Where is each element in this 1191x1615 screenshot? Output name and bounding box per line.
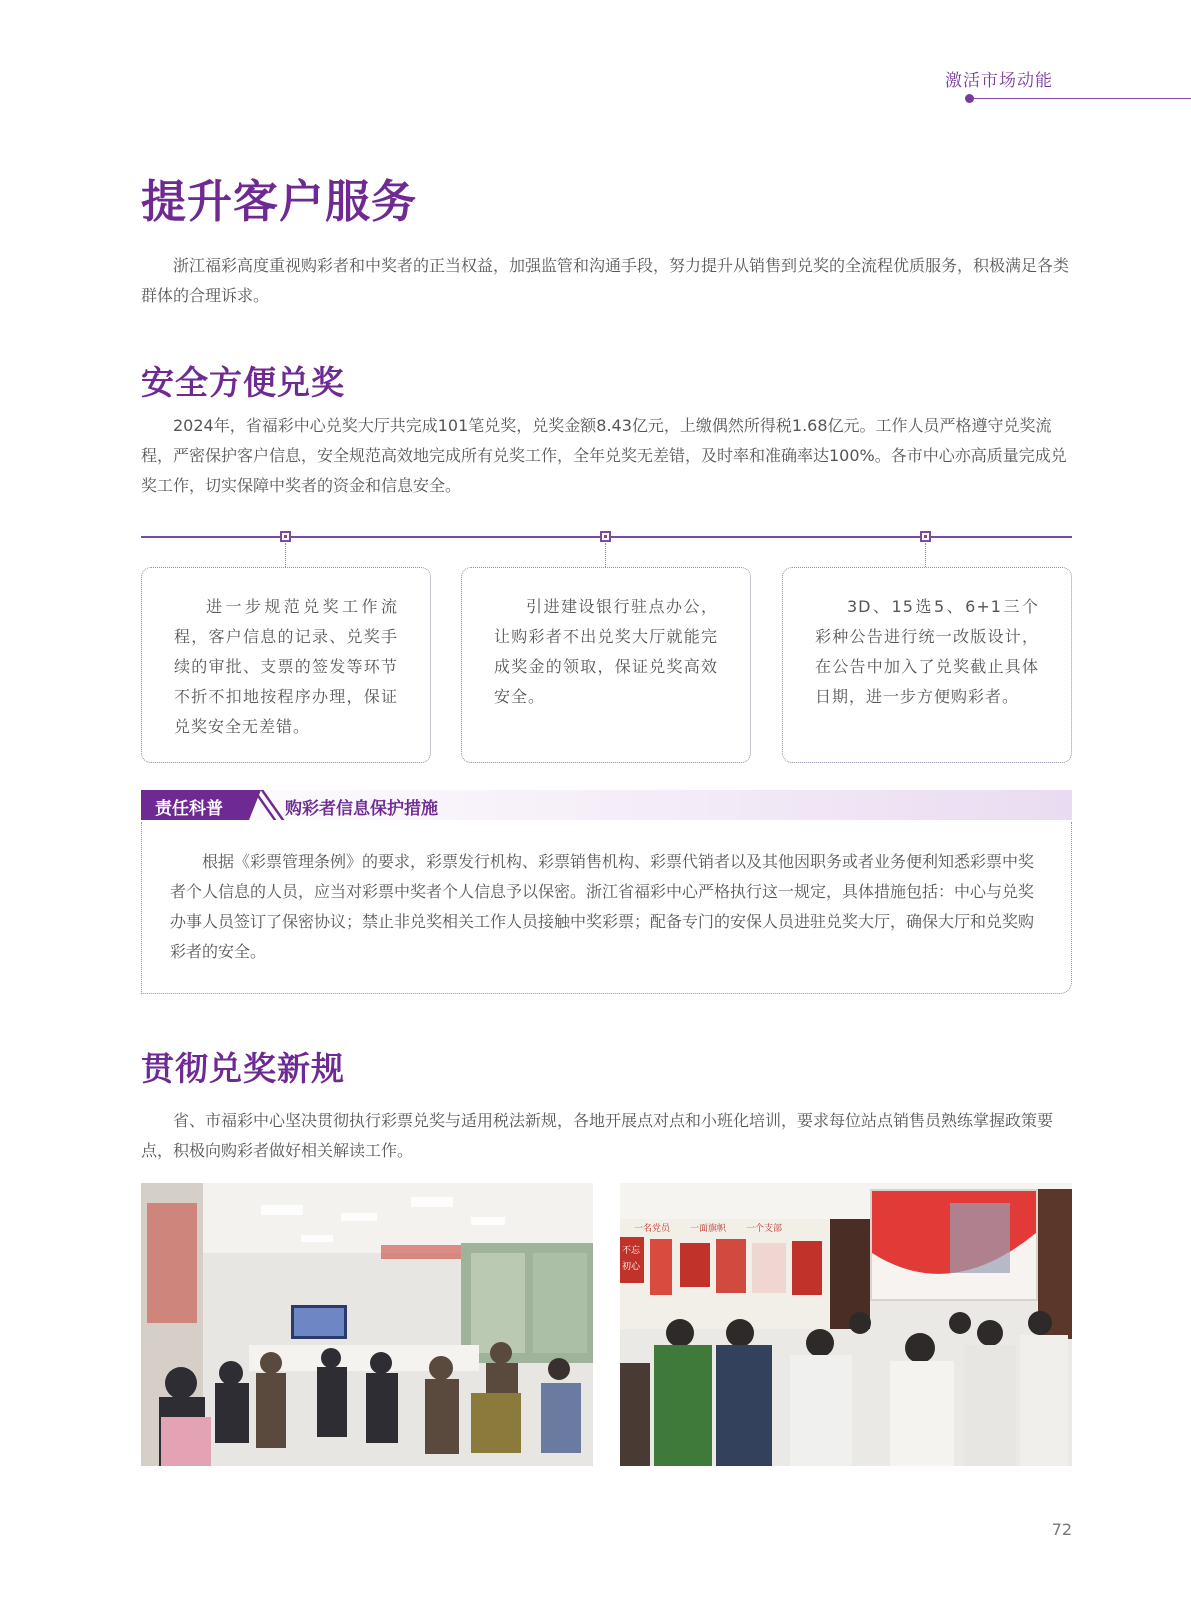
timeline-node [280, 531, 291, 542]
responsibility-tag-label: 责任科普 [155, 799, 223, 819]
card-text: 3D、15选5、6+1三个彩种公告进行统一改版设计，在公告中加入了兑奖截止具体日期，进一步方便购彩者。 [815, 597, 1039, 706]
card-text: 进一步规范兑奖工作流程，客户信息的记录、兑奖手续的审批、支票的签发等环节不折不扣地按程序办理，保证兑奖安全无差错。 [174, 597, 398, 736]
timeline-node [600, 531, 611, 542]
timeline-connector [925, 543, 926, 567]
training-photo-2 [620, 1183, 1072, 1466]
redemption-paragraph: 2024年，省福彩中心兑奖大厅共完成101笔兑奖，兑奖金额8.43亿元，上缴偶然所得税1.68亿元。工作人员严格遵守兑奖流程，严密保护客户信息，安全规范高效地完成所有兑奖工作，全年兑奖无差错，及时率和准确率达100%。各市中心亦高质量完成兑奖工作，切实保障中奖者的资金和信息安全。 [141, 416, 1067, 495]
intro-paragraph: 浙江福彩高度重视购彩者和中奖者的正当权益，加强监管和沟通手段，努力提升从销售到兑奖的全流程优质服务，积极满足各类群体的合理诉求。 [141, 256, 1070, 305]
measure-card [461, 567, 751, 763]
banner-text-mid: 一面旗帜 [690, 1224, 727, 1234]
section-header: 激活市场动能 [945, 71, 1053, 91]
slogan-text-2: 初心 [622, 1262, 641, 1272]
section-title-new-rules: 贯彻兑奖新规 [141, 1049, 345, 1088]
timeline-connector [285, 543, 286, 567]
responsibility-heading: 购彩者信息保护措施 [285, 799, 438, 819]
training-room-image [141, 1183, 593, 1466]
responsibility-paragraph: 根据《彩票管理条例》的要求，彩票发行机构、彩票销售机构、彩票代销者以及其他因职务或者业务便利知悉彩票中奖者个人信息的人员，应当对彩票中奖者个人信息予以保密。浙江省福彩中心严格执行这一规定，具体措施包括：中心与兑奖办事人员签订了保密协议；禁止非兑奖相关工作人员接触中奖彩票；配备专门的安保人员进驻兑奖大厅，确保大厅和兑奖购彩者的安全。 [170, 852, 1035, 961]
banner-text-right: 一个支部 [746, 1224, 783, 1234]
section-title-redemption: 安全方便兑奖 [141, 363, 345, 402]
timeline-node [920, 531, 931, 542]
card-text: 引进建设银行驻点办公，让购彩者不出兑奖大厅就能完成奖金的领取，保证兑奖高效安全。 [494, 597, 718, 706]
measure-card [782, 567, 1072, 763]
page-title: 提升客户服务 [141, 175, 418, 228]
page-number: 72 [1051, 1520, 1072, 1539]
training-photo-1 [141, 1183, 593, 1466]
header-dot [965, 94, 974, 103]
new-rules-paragraph: 省、市福彩中心坚决贯彻执行彩票兑奖与适用税法新规，各地开展点对点和小班化培训，要求每位站点销售员熟练掌握政策要点，积极向购彩者做好相关解读工作。 [141, 1111, 1054, 1160]
measure-card [141, 567, 431, 763]
header-rule [970, 98, 1191, 99]
banner-text-left: 一名党员 [634, 1224, 671, 1234]
slogan-text-1: 不忘 [622, 1246, 641, 1256]
timeline-connector [605, 543, 606, 567]
meeting-hall-image [620, 1183, 1072, 1466]
